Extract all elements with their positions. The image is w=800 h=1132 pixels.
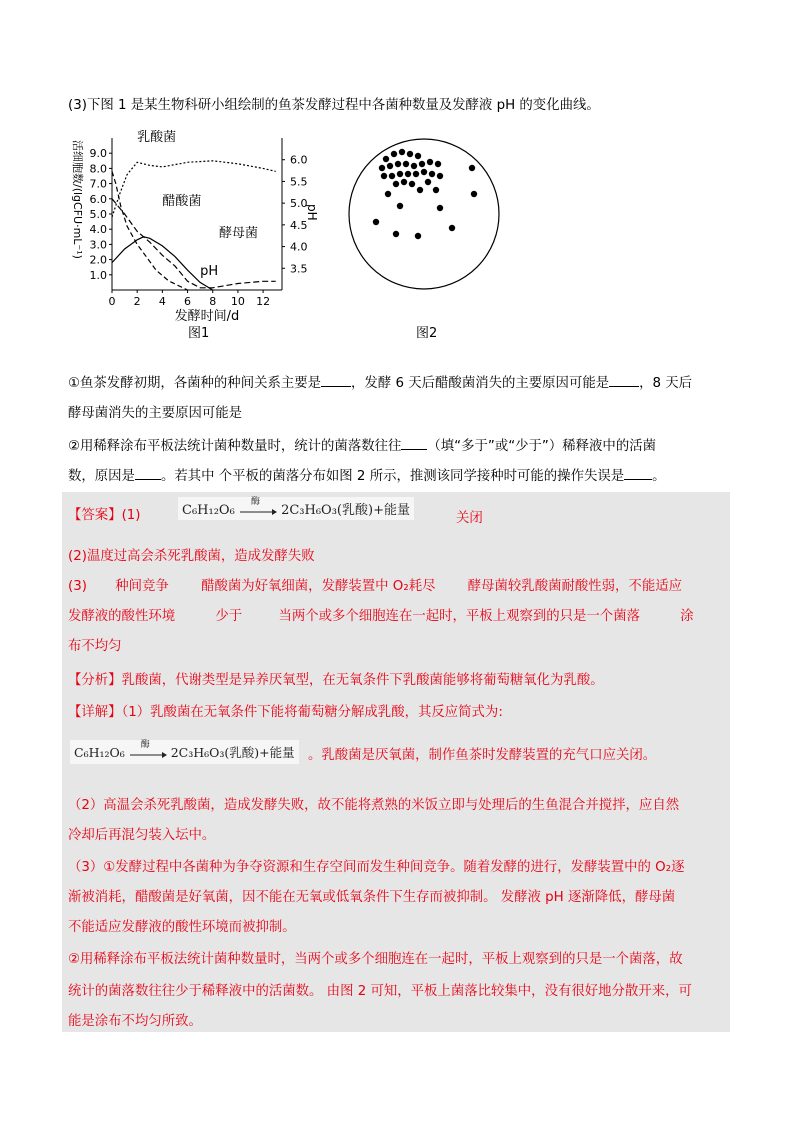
- y-tick-label: 2.0: [89, 253, 107, 267]
- question-part1-line2: 酵母菌消失的主要原因可能是: [68, 406, 243, 421]
- colony-dot: [415, 153, 421, 159]
- colony-dot: [379, 165, 385, 171]
- detail-l4: 冷却后再混匀装入坛中。: [68, 828, 216, 843]
- answer-formula: [178, 497, 414, 520]
- answer-p3-line2: [68, 608, 694, 626]
- answer-p3-g: 涂: [680, 609, 694, 624]
- y-tick-label: 7.0: [89, 177, 107, 191]
- x-axis-title: 发酵时间/d: [174, 309, 240, 324]
- colony-dot: [391, 151, 397, 157]
- series-label-3: pH: [200, 263, 219, 279]
- answer-blank: [401, 449, 427, 450]
- question-part2-line1: [68, 438, 656, 456]
- q2-text-a: ②用稀释涂布平板法统计菌种数量时，统计的菌落数往往: [68, 439, 402, 454]
- y2-tick-label: 4.0: [290, 240, 308, 254]
- colony-dot: [417, 187, 423, 193]
- answer-p3-num: (3): [68, 579, 87, 594]
- colony-dot: [435, 161, 441, 167]
- colony-dot: [411, 163, 417, 169]
- colony-dot: [409, 181, 415, 187]
- analysis-tag: 【分析】: [68, 673, 122, 688]
- answer-p3-d: 发酵液的酸性环境: [68, 609, 176, 624]
- colonies: [373, 149, 477, 239]
- colony-dot: [373, 219, 379, 225]
- y-tick-label: 5.0: [89, 208, 107, 221]
- series-line-2: [112, 171, 188, 290]
- y2-tick-label: 5.0: [290, 197, 308, 211]
- x-tick-label: 8: [209, 295, 217, 308]
- y2-tick-label: 6.0: [290, 153, 308, 167]
- detail-l5: （3）①发酵过程中各菌种为争夺资源和生存空间而发生种间竞争。随着发酵的进行，发酵装置中的 O₂逐: [68, 860, 685, 875]
- colony-dot: [397, 171, 403, 177]
- analysis-line: [68, 672, 604, 690]
- answer-p3-b: 醋酸菌为好氧细菌，发酵装置中 O₂耗尽: [201, 579, 436, 594]
- answer-p1-close: 关闭: [456, 511, 483, 526]
- q1-text-b: ，发酵 6 天后醋酸菌消失的主要原因可能是: [351, 376, 610, 391]
- detail-formula-rhs: 2C₃H₆O₃(乳酸)+能量: [170, 745, 295, 760]
- colony-dot: [469, 165, 475, 171]
- colony-dot: [407, 151, 413, 157]
- y-tick-label: 4.0: [89, 223, 107, 237]
- detail-l3: （2）高温会杀死乳酸菌，造成发酵失败，故不能将煮熟的米饭立即与处理后的生鱼混合并搅拌，应自然: [68, 798, 680, 813]
- q1-text-c: ，8 天后: [639, 376, 693, 391]
- series-label-0: 乳酸菌: [137, 130, 177, 146]
- detail-formula-arrow: [129, 739, 167, 761]
- series-label-1: 醋酸菌: [162, 193, 202, 209]
- colony-dot: [397, 203, 403, 209]
- colony-dot: [393, 181, 399, 187]
- detail-l9: 统计的菌落数往往少于稀释液中的活菌数。 由图 2 可知，平板上菌落比较集中，没有很好地分散开来，可: [68, 984, 692, 999]
- detail-l10: 能是涂布不均匀所致。: [68, 1014, 202, 1029]
- colony-dot: [437, 173, 443, 179]
- answer-p3-c: 酵母菌较乳酸菌耐酸性弱，不能适应: [467, 579, 682, 594]
- question-part2-line2: [68, 468, 666, 486]
- y-tick-label: 8.0: [89, 162, 107, 176]
- colony-dot: [385, 191, 391, 197]
- answer-blank: [321, 386, 351, 387]
- colony-dot: [383, 156, 389, 162]
- colony-dot: [393, 231, 399, 237]
- x-tick-label: 12: [256, 295, 271, 308]
- colony-dot: [437, 205, 443, 211]
- answer-p3-line1: [68, 578, 682, 596]
- formula-lhs: C₆H₁₂O₆: [182, 503, 235, 518]
- analysis-text: 乳酸菌，代谢类型是异养厌氧型，在无氧条件下乳酸菌能够将葡萄糖氧化为乳酸。: [121, 673, 604, 688]
- question-intro: (3)下图 1 是某生物科研小组绘制的鱼茶发酵过程中各菌种数量及发酵液 pH 的变化曲线。: [68, 98, 600, 113]
- colony-dot: [395, 161, 401, 167]
- colony-dot: [471, 191, 477, 197]
- q2-text-b: （填“多于”或“少于”）稀释液中的活菌: [427, 439, 656, 454]
- colony-dot: [381, 173, 387, 179]
- y-tick-label: 1.0: [89, 268, 107, 282]
- formula-enzyme: 酶: [250, 496, 260, 507]
- question-part1-line1: [68, 375, 692, 393]
- answer-p3-e: 少于: [215, 609, 243, 624]
- colony-dot: [389, 173, 395, 179]
- detail-l1: （1）乳酸菌在无氧条件下能将葡萄糖分解成乳酸，其反应简式为:: [121, 705, 503, 720]
- colony-dot: [387, 163, 393, 169]
- colony-dot: [403, 161, 409, 167]
- colony-dot: [427, 159, 433, 165]
- y2-tick-label: 4.5: [290, 218, 308, 232]
- answer-line1: [68, 507, 141, 525]
- colony-dot: [415, 233, 421, 239]
- answer-tag: 【答案】: [68, 508, 122, 523]
- detail-l8: ②用稀释涂布平板法统计菌种数量时，当两个或多个细胞连在一起时，平板上观察到的只是一个菌落，故: [68, 952, 683, 967]
- figure1-chart: [70, 130, 320, 345]
- colony-dot: [425, 179, 431, 185]
- detail-formula: [70, 740, 299, 764]
- detail-formula-lhs: C₆H₁₂O₆: [74, 745, 125, 760]
- colony-dot: [421, 169, 427, 175]
- colony-dot: [401, 179, 407, 185]
- answer-p3-f: 当两个或多个细胞连在一起时，平板上观察到的只是一个菌落: [278, 609, 640, 624]
- answer-p2: (2)温度过高会杀死乳酸菌，造成发酵失败: [68, 549, 315, 564]
- answer-blank: [135, 479, 161, 480]
- answer-blank: [624, 479, 652, 480]
- x-tick-label: 0: [108, 295, 116, 308]
- x-tick-label: 4: [158, 295, 166, 308]
- series-line-1: [112, 237, 213, 290]
- detail-tag: 【详解】: [68, 705, 122, 720]
- detail-formula-enzyme: 酶: [140, 739, 150, 750]
- colony-dot: [433, 187, 439, 193]
- q2-text-d: 。若其中 个平板的菌落分布如图 2 所示，推测该同学接种时可能的操作失误是: [160, 469, 625, 484]
- colony-dot: [399, 149, 405, 155]
- detail-l7: 不能适应发酵液的酸性环境而被抑制。: [68, 920, 296, 935]
- colony-dot: [449, 225, 455, 231]
- colony-dot: [429, 171, 435, 177]
- q2-text-c: 数，原因是: [68, 469, 135, 484]
- colony-dot: [419, 161, 425, 167]
- colony-dot: [405, 171, 411, 177]
- y-tick-label: 3.0: [89, 238, 107, 252]
- series-label-2: 酵母菌: [219, 225, 259, 241]
- answer-p1-num: (1): [121, 508, 141, 523]
- figure2-plate: [348, 124, 504, 319]
- figure1-axes: [71, 138, 319, 324]
- detail-line1: [68, 704, 503, 722]
- figure1-caption: 图1: [188, 326, 210, 341]
- figure2-caption: 图2: [416, 326, 438, 341]
- detail-l2: 。乳酸菌是厌氧菌，制作鱼茶时发酵装置的充气口应关闭。: [308, 748, 657, 763]
- detail-l6: 渐被消耗，醋酸菌是好氧菌，因不能在无氧或低氧条件下生存而被抑制。 发酵液 pH 逐渐降低，酵母菌: [68, 890, 676, 905]
- q2-text-e: 。: [652, 469, 666, 484]
- x-tick-label: 2: [133, 295, 141, 308]
- answer-p3-line3: 布不均匀: [68, 639, 122, 654]
- answer-p3-a: 种间竞争: [115, 579, 169, 594]
- figure1-labels: [137, 130, 258, 279]
- x-tick-label: 6: [184, 295, 192, 308]
- y2-tick-label: 3.5: [290, 262, 308, 276]
- colony-dot: [413, 171, 419, 177]
- y-axis-title: 活细胞数/(lgCFU·mL⁻¹): [71, 140, 84, 259]
- y2-tick-label: 5.5: [290, 175, 308, 189]
- q1-text-a: ①鱼茶发酵初期，各菌种的种间关系主要是: [68, 376, 322, 391]
- y-tick-label: 9.0: [89, 147, 107, 161]
- formula-rhs: 2C₃H₆O₃(乳酸)+能量: [281, 503, 410, 518]
- plate-outline: [349, 139, 499, 289]
- x-tick-label: 10: [230, 295, 245, 308]
- y2-axis-title: pH: [305, 204, 319, 221]
- y-tick-label: 6.0: [89, 192, 107, 206]
- formula-arrow: [239, 496, 277, 518]
- answer-blank: [609, 386, 639, 387]
